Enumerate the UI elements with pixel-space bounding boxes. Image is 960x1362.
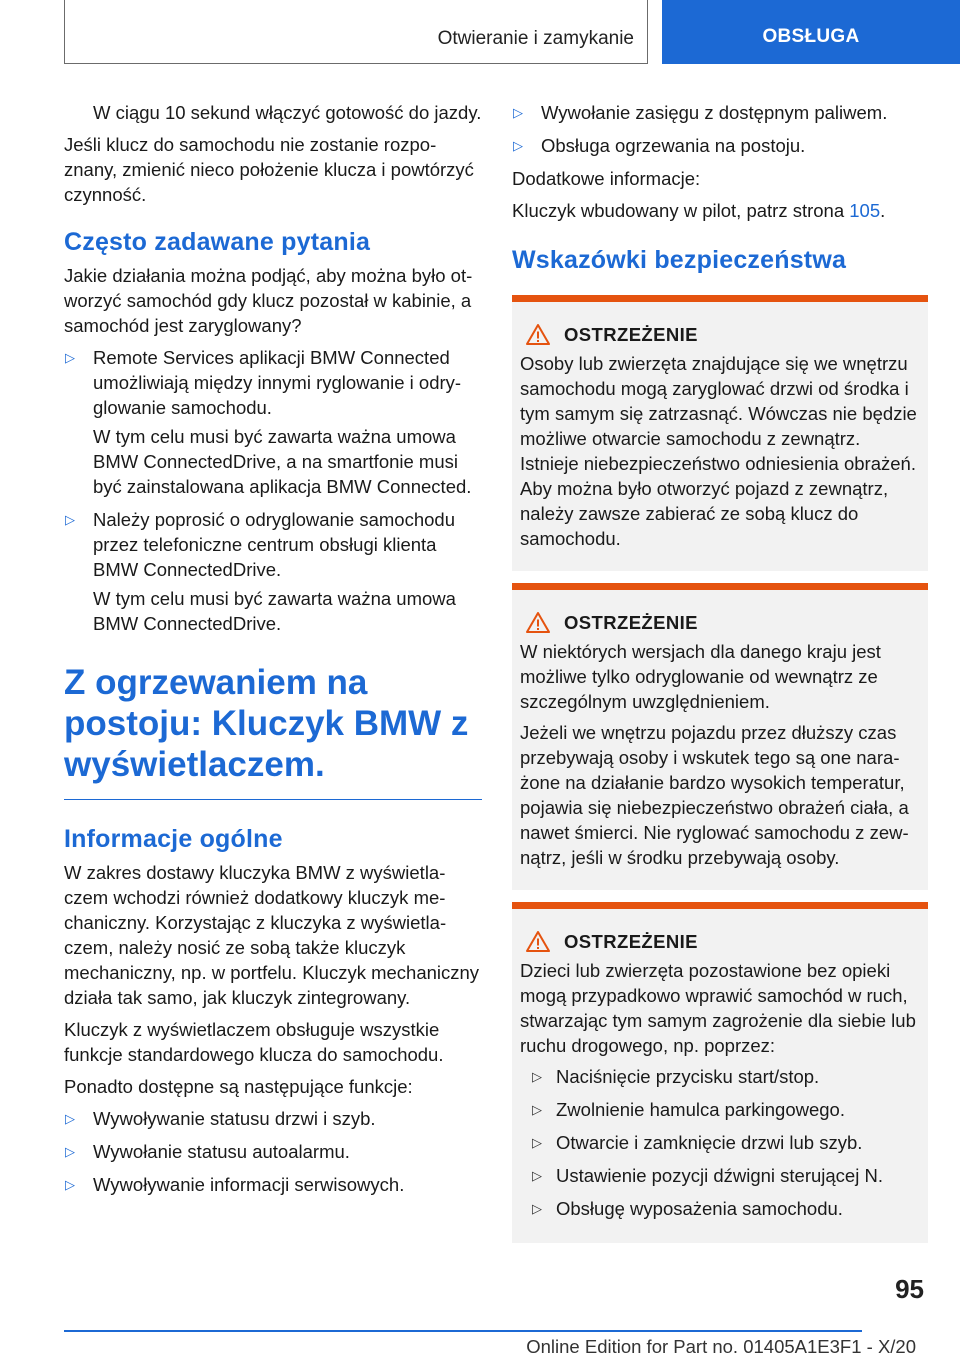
- warning-header: [520, 929, 922, 954]
- warning-text: Osoby lub zwierzęta znajdujące się we wnętrzu samochodu mogą zaryglować drzwi od środka i tym samym się zatrzasnąć. Wówczas nie będzie możliwe otwarcie samochodu z zewnątrz. Istnieje niebezpieczeństwo odniesienia obrażeń. Aby można było otworzyć pojazd z zewnątrz, należy zawsze zabierać ze sobą klucz do samochodu.: [520, 353, 917, 549]
- warning-triangle-icon: [526, 930, 550, 954]
- triangle-bullet-icon: ▷: [532, 1201, 542, 1216]
- warning-list-text: Otwarcie i zamknięcie drzwi lub szyb.: [556, 1132, 863, 1153]
- warning-title: OSTRZEŻENIE: [564, 931, 698, 952]
- warning-text: W niektórych wersjach dla danego kraju jest możliwe tylko odryglowanie od wewnątrz ze szczególnym uwzględnieniem.: [520, 641, 881, 712]
- warning-triangle-icon: [526, 611, 550, 635]
- right-column: [512, 100, 928, 1255]
- warning-box: [512, 295, 928, 571]
- triangle-bullet-icon: ▷: [532, 1135, 542, 1150]
- warning-title: OSTRZEŻENIE: [564, 324, 698, 345]
- function-item: [64, 1139, 482, 1164]
- footer-edition: Online Edition for Part no. 01405A1E3F1 - X/20: [526, 1336, 916, 1357]
- triangle-bullet-icon: ▷: [65, 1177, 75, 1192]
- faq-item-subtext: W tym celu musi być zawarta ważna umowa BMW ConnectedDrive.: [93, 588, 456, 634]
- info-heading: Informacje ogólne: [64, 825, 283, 853]
- info-paragraph: Ponadto dostępne są następujące funkcje:: [64, 1076, 413, 1097]
- triangle-bullet-icon: ▷: [532, 1069, 542, 1084]
- warning-triangle-icon: [526, 323, 550, 347]
- section-main-heading: Z ogrzewaniem na postoju: Kluczyk BMW z wyświetlaczem.: [64, 662, 482, 800]
- warning-box: [512, 902, 928, 1243]
- header-chapter-label: OBSŁUGA: [762, 26, 860, 47]
- faq-item-text: Należy poprosić o odryglowanie samochodu przez telefoniczne centrum obsługi klienta BMW ConnectedDrive.: [93, 509, 455, 580]
- function-text: Obsługa ogrzewania na postoju.: [541, 135, 806, 156]
- page-reference-link[interactable]: 105: [849, 200, 881, 221]
- triangle-bullet-icon: ▷: [532, 1102, 542, 1117]
- extra-info-body: Kluczyk wbudowany w pilot, patrz strona: [512, 200, 850, 221]
- page-number: 95: [895, 1274, 924, 1304]
- faq-item: [64, 507, 482, 636]
- function-text: Wywoływanie informacji serwisowych.: [93, 1174, 405, 1195]
- triangle-bullet-icon: ▷: [532, 1168, 542, 1183]
- warning-list-item: [520, 1163, 922, 1188]
- extra-info-end: .: [880, 200, 886, 221]
- function-text: Wywołanie statusu autoalarmu.: [93, 1141, 350, 1162]
- safety-heading: Wskazówki bezpieczeństwa: [512, 246, 847, 274]
- warning-header: [520, 322, 922, 347]
- function-item: [64, 1172, 482, 1197]
- warning-list-text: Obsługę wyposażenia samochodu.: [556, 1198, 843, 1219]
- footer-rule: [64, 1330, 862, 1332]
- extra-info-text: [512, 198, 928, 223]
- warning-box: [512, 583, 928, 890]
- warning-title: OSTRZEŻENIE: [564, 612, 698, 633]
- left-column: [64, 100, 482, 1205]
- warning-list-item: [520, 1097, 922, 1122]
- step-text: W ciągu 10 sekund włączyć gotowość do jazdy.: [93, 102, 482, 123]
- triangle-bullet-icon: ▷: [65, 512, 75, 527]
- info-paragraph: Kluczyk z wyświetlaczem obsługuje wszystkie funkcje standardowego klucza do samochodu.: [64, 1019, 444, 1065]
- triangle-bullet-icon: ▷: [513, 105, 523, 120]
- triangle-bullet-icon: ▷: [65, 1111, 75, 1126]
- info-paragraph: W zakres dostawy kluczyka BMW z wyświetlaczem wchodzi również dodatkowy kluczyk mechaniczny. Korzystając z kluczyka z wyświetlaczem, należy nosić ze sobą także kluczyk mechaniczny, np. w portfelu. Kluczyk mechaniczny działa tak samo, jak kluczyk zintegrowany.: [64, 862, 480, 1008]
- faq-item-subtext: W tym celu musi być zawarta ważna umowa BMW ConnectedDrive, a na smartfonie musi być zainstalowana aplikacja BMW Connected.: [93, 426, 472, 497]
- faq-item: [64, 345, 482, 499]
- header-section-title: Otwieranie i zamykanie: [437, 28, 634, 49]
- warning-list-item: [520, 1196, 922, 1221]
- warning-list-text: Zwolnienie hamulca parkingowego.: [556, 1099, 845, 1120]
- triangle-bullet-icon: ▷: [65, 1144, 75, 1159]
- function-item: [512, 133, 928, 158]
- extra-info-label: Dodatkowe informacje:: [512, 168, 701, 189]
- function-item: [512, 100, 928, 125]
- triangle-bullet-icon: ▷: [65, 350, 75, 365]
- function-text: Wywołanie zasięgu z dostępnym paliwem.: [541, 102, 888, 123]
- triangle-bullet-icon: ▷: [513, 138, 523, 153]
- note-text: Jeśli klucz do samochodu nie zostanie rozpoznany, zmienić nieco położenie klucza i powtórzyć czynność.: [64, 134, 474, 205]
- warning-text: Dzieci lub zwierzęta pozostawione bez opieki mogą przypadkowo wprawić samochód w ruch, stwarzając tym samym zagrożenie dla siebie lub ruchu drogowego, np. poprzez:: [520, 960, 916, 1056]
- faq-item-text: Remote Services aplikacji BMW Connected umożliwiają między innymi ryglowanie i odryglowanie samochodu.: [93, 347, 462, 418]
- warning-list-text: Ustawienie pozycji dźwigni sterującej N.: [556, 1165, 883, 1186]
- header-chapter-tab[interactable]: [662, 0, 960, 64]
- faq-heading: Często zadawane pytania: [64, 228, 371, 256]
- warning-header: [520, 610, 922, 635]
- function-item: [64, 1106, 482, 1131]
- warning-list-item: [520, 1130, 922, 1155]
- warning-text: Jeżeli we wnętrzu pojazdu przez dłuższy czas przebywają osoby i wskutek tego są one narażone na działanie bardzo wysokich temperatur, pojawia się niebezpieczeństwo obrażeń ciała, a nawet śmierci. Nie ryglować samochodu z zewnątrz, jeśli w środku przebywają osoby.: [520, 722, 909, 868]
- faq-question: Jakie działania można podjąć, aby można było otworzyć samochód gdy klucz pozostał w kabinie, a samochód jest zaryglowany?: [64, 265, 473, 336]
- warning-list-text: Naciśnięcie przycisku start/stop.: [556, 1066, 820, 1087]
- function-text: Wywoływanie statusu drzwi i szyb.: [93, 1108, 376, 1129]
- warning-list-item: [520, 1064, 922, 1089]
